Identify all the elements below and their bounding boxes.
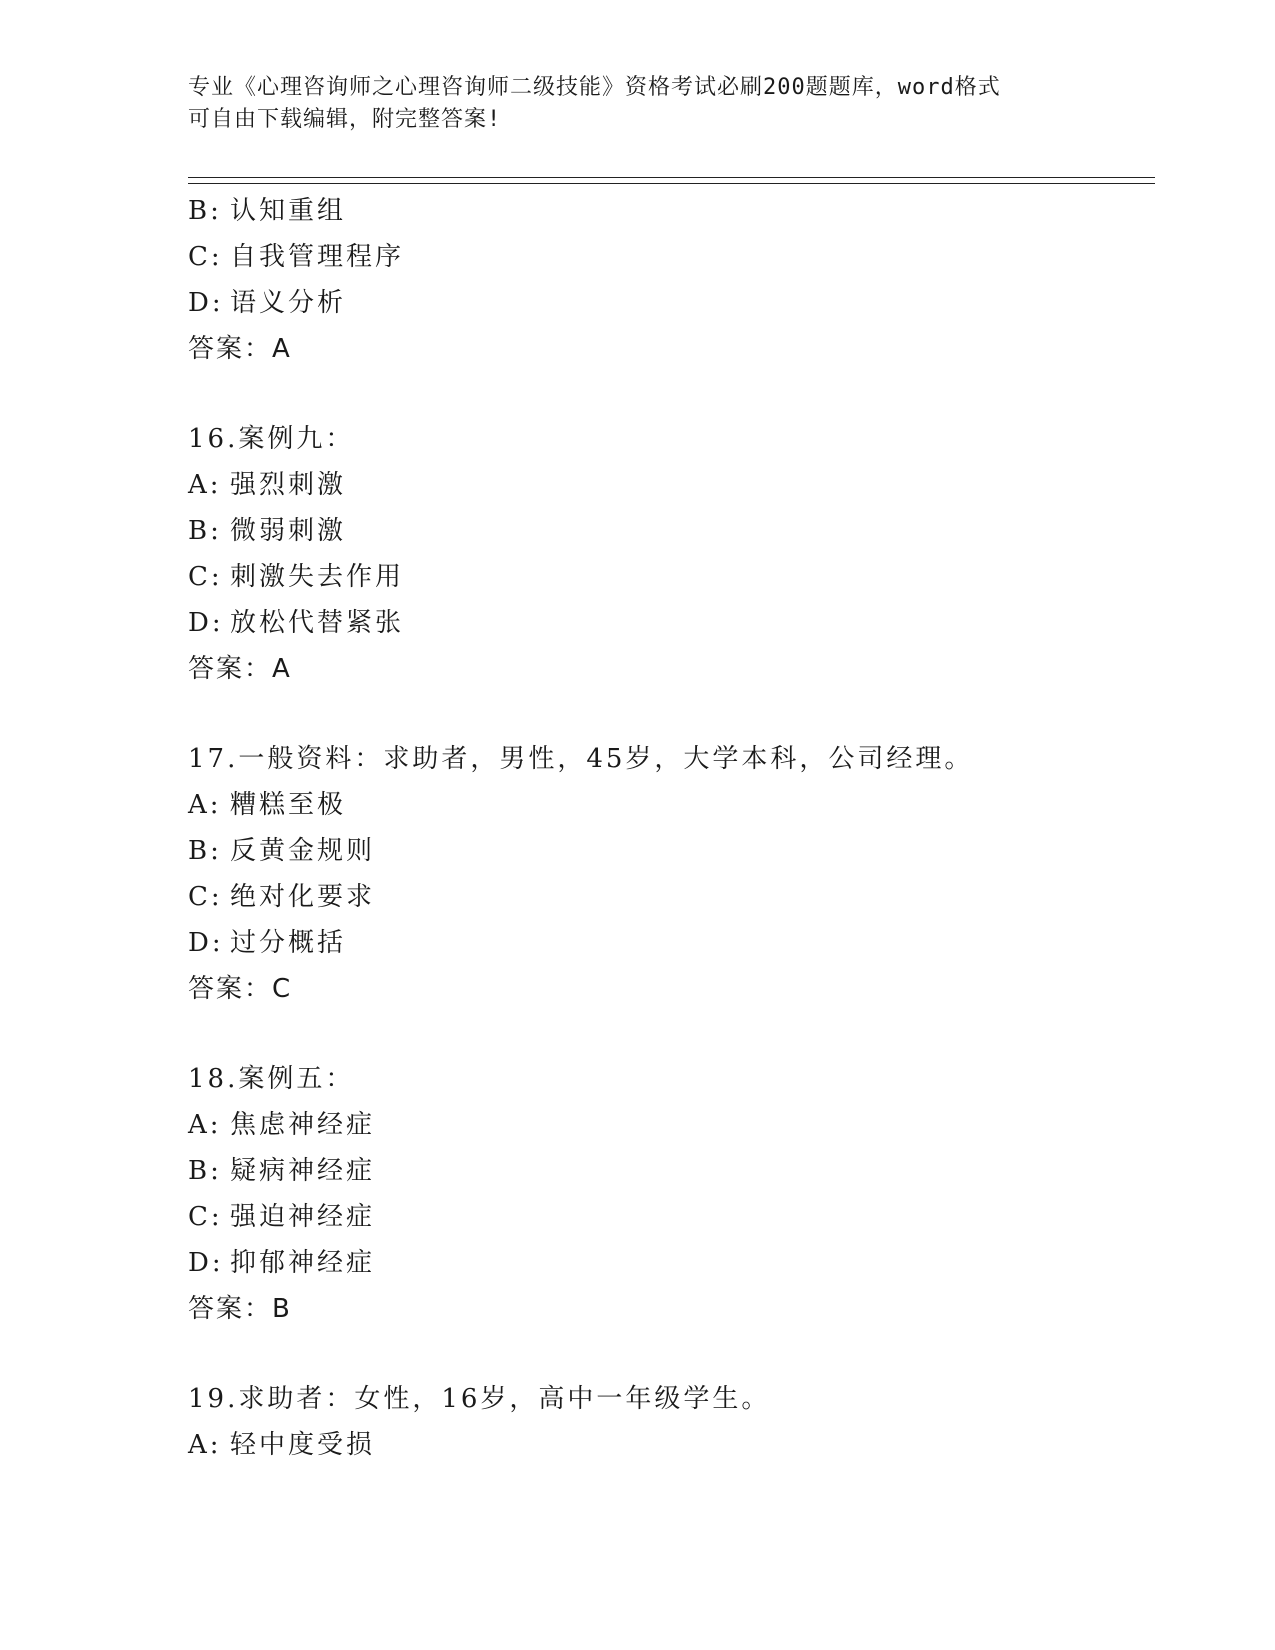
option-b <box>188 508 1148 554</box>
header-line-2: 可自由下载编辑，附完整答案! <box>188 107 502 132</box>
option-label: A: <box>188 1110 222 1140</box>
option-text: 轻中度受损 <box>230 1430 376 1460</box>
option-a <box>188 782 1148 828</box>
option-c <box>188 1194 1148 1240</box>
option-b <box>188 188 1148 234</box>
option-d <box>188 600 1148 646</box>
option-d <box>188 280 1148 326</box>
question-stem: 16.案例九： <box>188 424 355 454</box>
header-divider-bottom <box>188 183 1155 184</box>
document-header <box>188 72 1088 136</box>
option-b <box>188 828 1148 874</box>
option-text: 强烈刺激 <box>230 470 347 500</box>
question-17 <box>188 736 1148 1012</box>
option-label: A: <box>188 470 222 500</box>
option-text: 绝对化要求 <box>230 882 376 912</box>
question-19 <box>188 1376 1148 1468</box>
option-label: C: <box>188 242 223 272</box>
option-text: 刺激失去作用 <box>230 562 405 592</box>
option-text: 抑郁神经症 <box>230 1248 376 1278</box>
option-c <box>188 874 1148 920</box>
option-text: 放松代替紧张 <box>230 608 405 638</box>
option-b <box>188 1148 1148 1194</box>
option-label: D: <box>188 1248 224 1278</box>
option-text: 反黄金规则 <box>230 836 376 866</box>
answer-line: 答案：A <box>188 334 292 364</box>
option-d <box>188 1240 1148 1286</box>
question-fragment <box>188 188 1148 372</box>
option-text: 认知重组 <box>230 196 347 226</box>
option-label: B: <box>188 1156 222 1186</box>
header-line-1: 专业《心理咨询师之心理咨询师二级技能》资格考试必刷200题题库，word格式 <box>188 75 1001 100</box>
question-list <box>188 188 1148 1468</box>
option-c <box>188 554 1148 600</box>
option-label: B: <box>188 516 222 546</box>
option-a <box>188 1102 1148 1148</box>
option-text: 过分概括 <box>230 928 347 958</box>
option-label: A: <box>188 1430 222 1460</box>
option-label: B: <box>188 196 222 226</box>
question-stem: 18.案例五： <box>188 1064 355 1094</box>
option-label: C: <box>188 562 223 592</box>
question-16 <box>188 416 1148 692</box>
option-label: D: <box>188 928 224 958</box>
option-a <box>188 462 1148 508</box>
option-label: A: <box>188 790 222 820</box>
question-18 <box>188 1056 1148 1332</box>
answer-line: 答案：B <box>188 1294 292 1324</box>
answer-line: 答案：C <box>188 974 293 1004</box>
header-divider-top <box>188 177 1155 178</box>
option-label: D: <box>188 288 224 318</box>
option-label: C: <box>188 882 223 912</box>
option-text: 微弱刺激 <box>230 516 347 546</box>
option-text: 焦虑神经症 <box>230 1110 376 1140</box>
option-label: B: <box>188 836 222 866</box>
option-text: 疑病神经症 <box>230 1156 376 1186</box>
question-stem: 19.求助者：女性，16岁，高中一年级学生。 <box>188 1384 771 1414</box>
option-label: D: <box>188 608 224 638</box>
option-c <box>188 234 1148 280</box>
option-label: C: <box>188 1202 223 1232</box>
question-stem: 17.一般资料：求助者，男性，45岁，大学本科，公司经理。 <box>188 744 974 774</box>
option-text: 强迫神经症 <box>230 1202 376 1232</box>
option-a <box>188 1422 1148 1468</box>
option-d <box>188 920 1148 966</box>
option-text: 语义分析 <box>230 288 347 318</box>
option-text: 自我管理程序 <box>230 242 405 272</box>
answer-line: 答案：A <box>188 654 292 684</box>
option-text: 糟糕至极 <box>230 790 347 820</box>
